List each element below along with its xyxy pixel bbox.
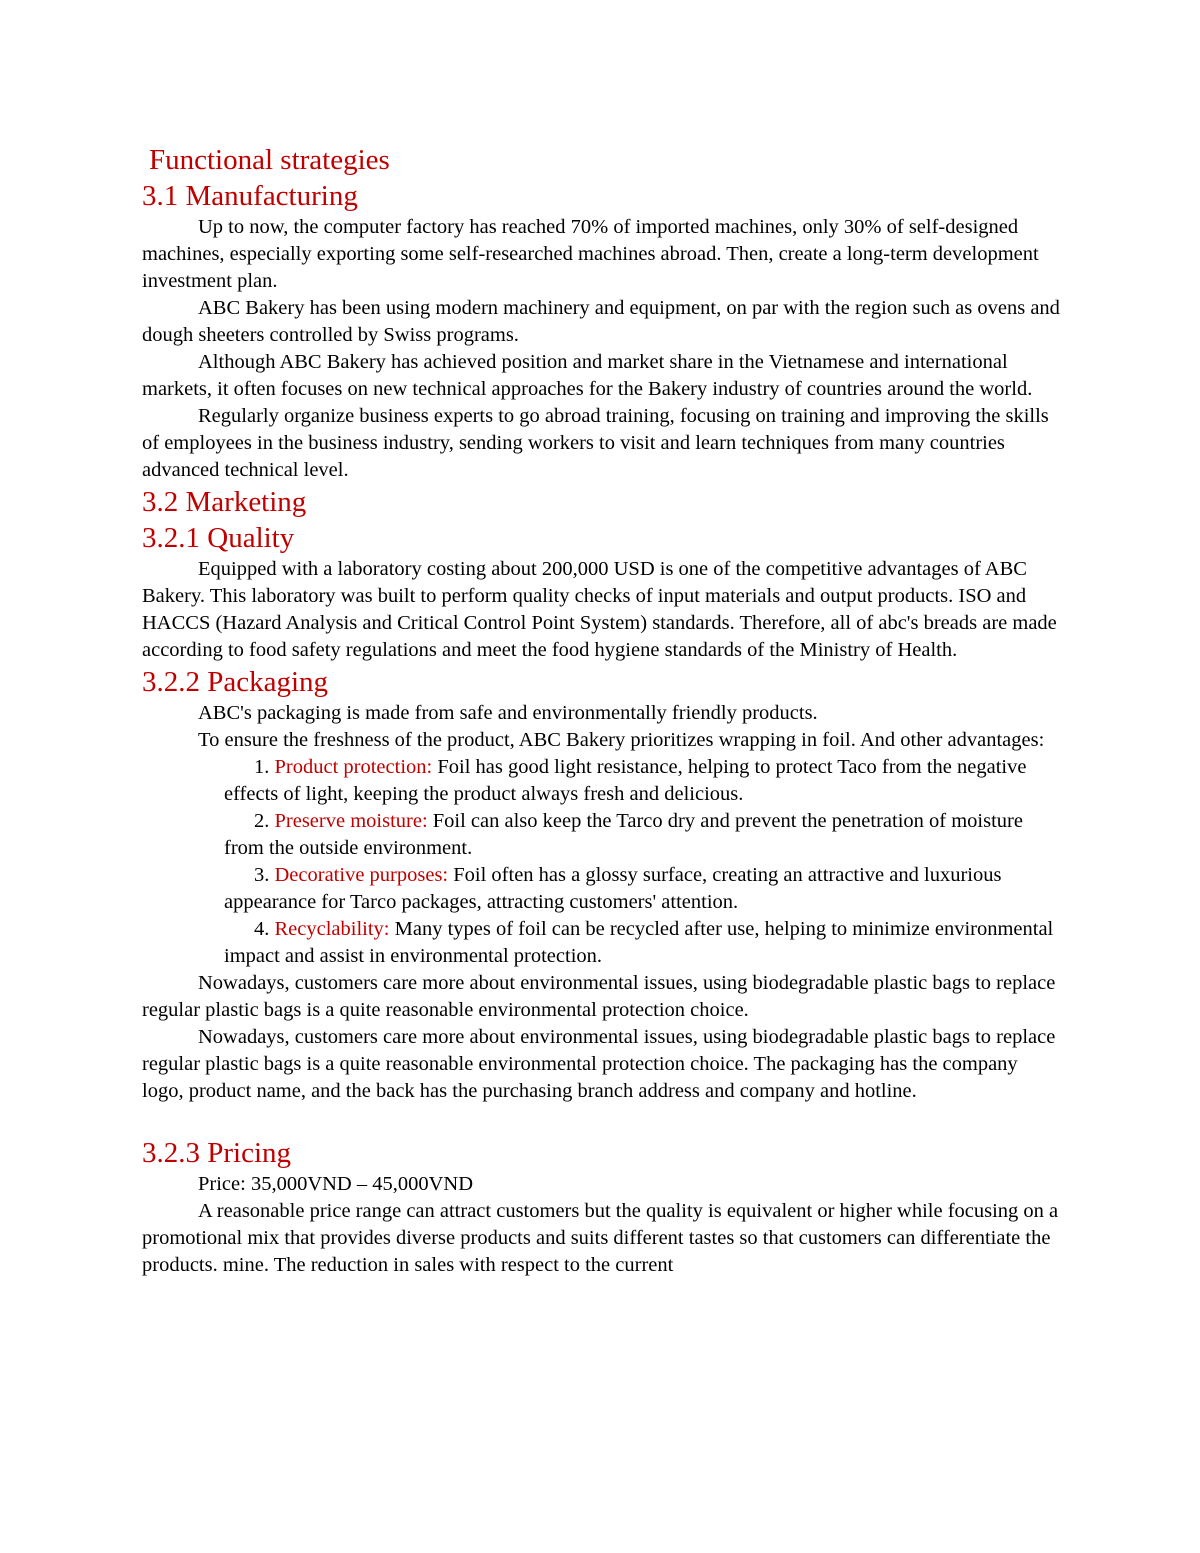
paragraph: Nowadays, customers care more about environmental issues, using biodegradable plastic bags to replace regular plastic bags is a quite reasonable environmental protection choice. The packaging has the company logo, product name, and the back has the purchasing branch address and company and hotline. [142, 1026, 1056, 1102]
list-item-text: Foil can also keep the Tarco dry and prevent the penetration of moisture from the outside environment. [224, 810, 1023, 859]
list-item-text: Foil has good light resistance, helping to protect Taco from the negative effects of light, keeping the product always fresh and delicious. [224, 756, 1027, 805]
section-heading-packaging: 3.2.2 Packaging [142, 666, 329, 698]
paragraph: ABC Bakery has been using modern machinery and equipment, on par with the region such as ovens and dough sheeters controlled by Swiss programs. [142, 297, 1060, 346]
paragraph: A reasonable price range can attract customers but the quality is equivalent or higher while focusing on a promotional mix that provides diverse products and suits different tastes so that customers can differentiate the products. mine. The reduction in sales with respect to the current [142, 1200, 1059, 1276]
list-number: 1. [254, 756, 270, 778]
list-item-text: Many types of foil can be recycled after use, helping to minimize environmental impact and assist in environmental protection. [224, 918, 1054, 967]
list-item-text: Foil often has a glossy surface, creating an attractive and luxurious appearance for Tarco packages, attracting customers' attention. [224, 864, 1002, 913]
document-page [142, 142, 1062, 1279]
document-title: Functional strategies [149, 144, 390, 176]
list-item-lead: Preserve moisture: [274, 810, 428, 832]
list-item [224, 754, 1062, 808]
paragraph: To ensure the freshness of the product, ABC Bakery prioritizes wrapping in foil. And other advantages: [198, 729, 1045, 751]
list-item [224, 808, 1062, 862]
list-item [224, 862, 1062, 916]
paragraph: Although ABC Bakery has achieved position and market share in the Vietnamese and international markets, it often focuses on new technical approaches for the Bakery industry of countries around the world. [142, 351, 1033, 400]
list-item-lead: Decorative purposes: [274, 864, 449, 886]
section-heading-manufacturing: 3.1 Manufacturing [142, 180, 358, 212]
section-heading-marketing: 3.2 Marketing [142, 486, 307, 518]
spacer [142, 1105, 1062, 1135]
list-number: 4. [254, 918, 270, 940]
paragraph: ABC's packaging is made from safe and environmentally friendly products. [198, 702, 818, 724]
paragraph: Nowadays, customers care more about environmental issues, using biodegradable plastic bags to replace regular plastic bags is a quite reasonable environmental protection choice. [142, 972, 1056, 1021]
list-item [224, 916, 1062, 970]
section-heading-pricing: 3.2.3 Pricing [142, 1137, 292, 1169]
list-item-lead: Product protection: [274, 756, 433, 778]
list-number: 3. [254, 864, 270, 886]
paragraph: Equipped with a laboratory costing about 200,000 USD is one of the competitive advantages of ABC Bakery. This laboratory was built to perform quality checks of input materials and output products. ISO and HACCS (Hazard Analysis and Critical Control Point System) standards. Therefore, all of abc's breads are made according to food safety regulations and meet the food hygiene standards of the Ministry of Health. [142, 558, 1057, 661]
paragraph: Up to now, the computer factory has reached 70% of imported machines, only 30% of self-designed machines, especially exporting some self-researched machines abroad. Then, create a long-term development investment plan. [142, 216, 1039, 292]
advantages-list [142, 754, 1062, 970]
list-number: 2. [254, 810, 270, 832]
section-heading-quality: 3.2.1 Quality [142, 522, 295, 554]
paragraph: Regularly organize business experts to go abroad training, focusing on training and improving the skills of employees in the business industry, sending workers to visit and learn techniques from many countries advanced technical level. [142, 405, 1049, 481]
list-item-lead: Recyclability: [274, 918, 390, 940]
price-line: Price: 35,000VND – 45,000VND [198, 1173, 474, 1195]
